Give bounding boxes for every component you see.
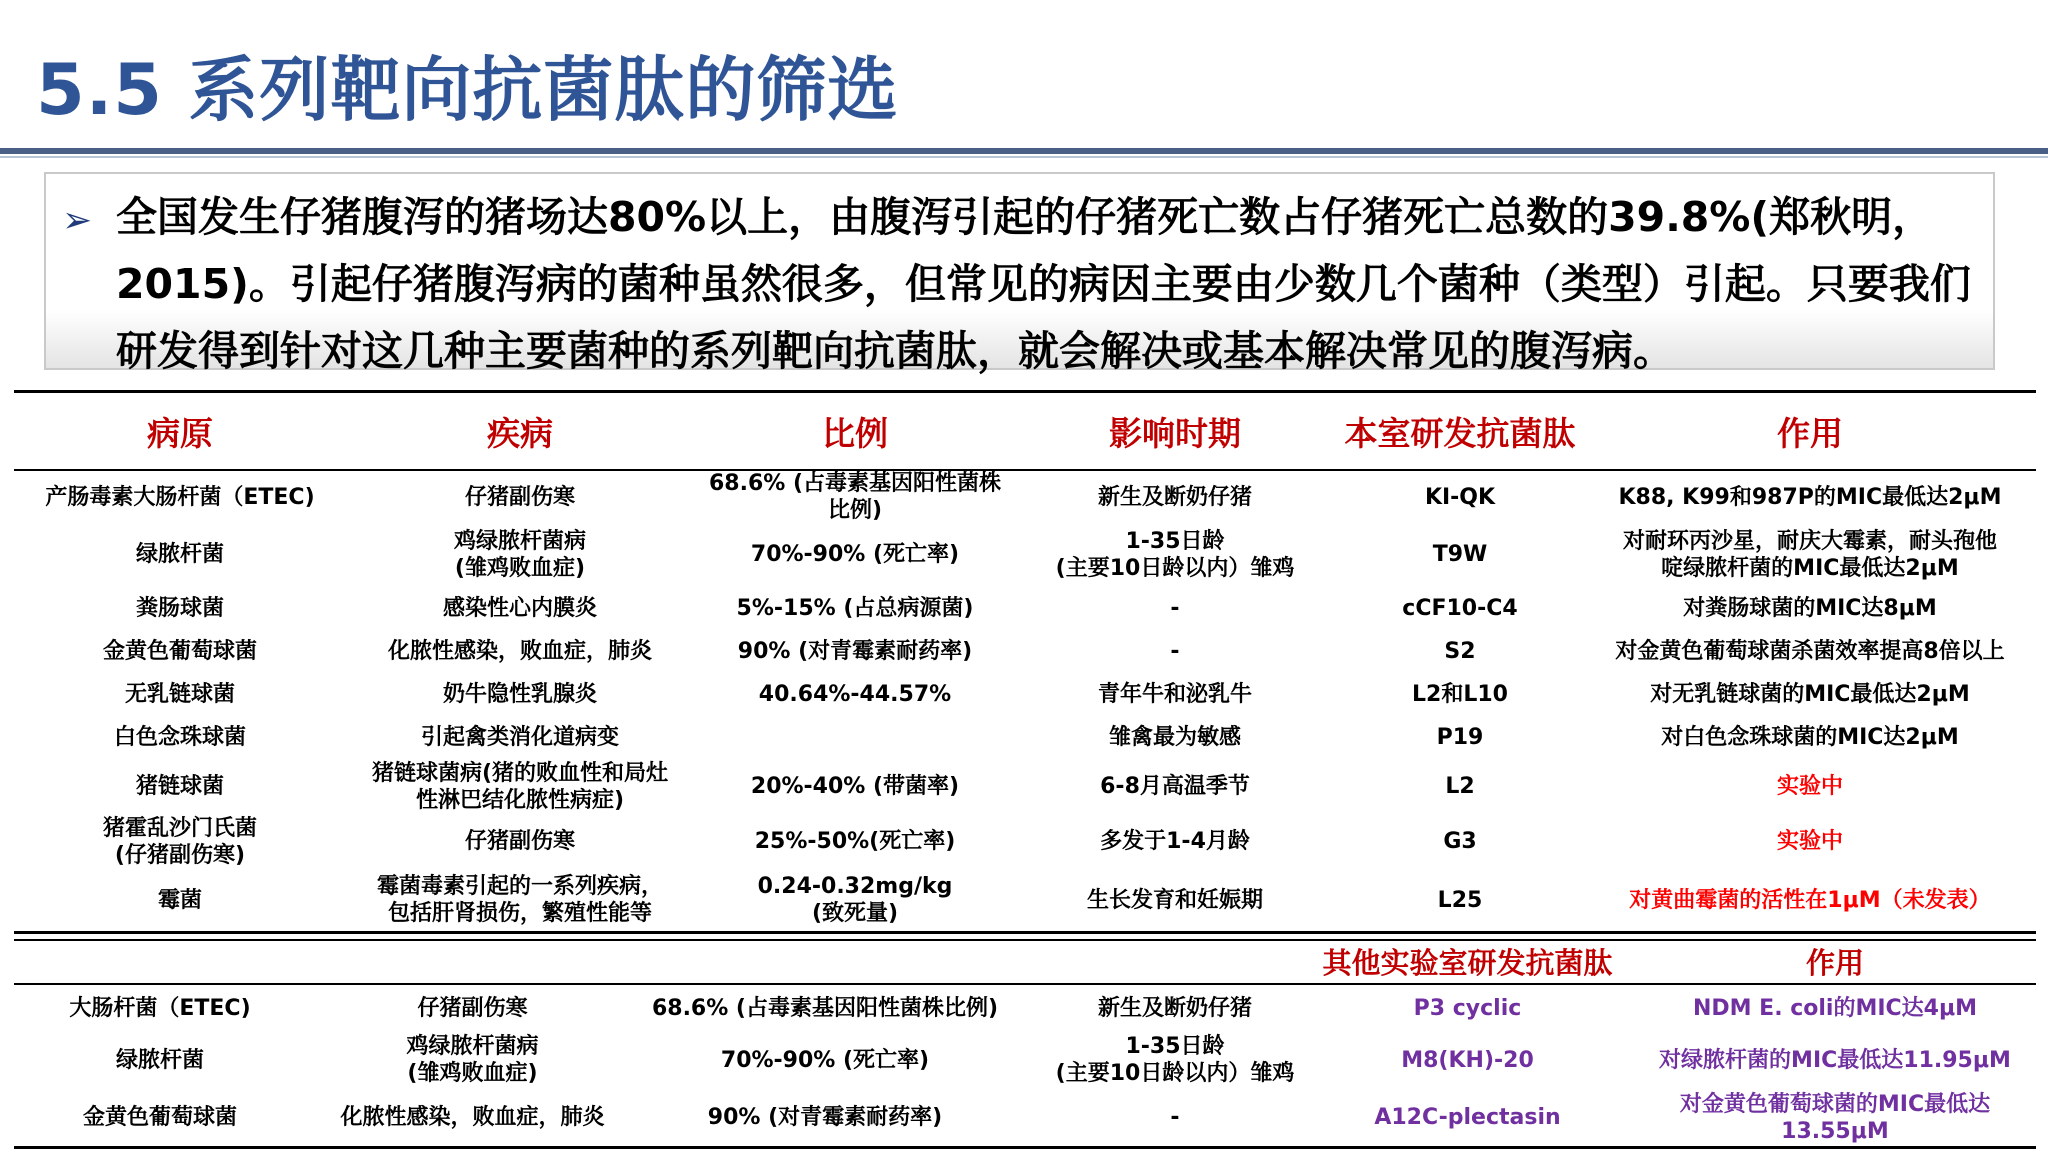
header-other-peptide: 其他实验室研发抗菌肽	[1322, 945, 1613, 980]
cell-ratio	[700, 716, 1010, 759]
cell-text: 68.6% (占毒素基因阳性菌株 比例)	[708, 471, 1002, 523]
cell-peptide: L2和L10	[1412, 682, 1508, 707]
cell-ratio: 70%-90% (死亡率)	[750, 542, 960, 567]
cell-effect: 对绿脓杆菌的MIC最低达11.95μM	[1659, 1047, 2011, 1073]
cell-text: 1-35日龄 (主要10日龄以内）雏鸡	[1055, 1034, 1295, 1086]
cell-period	[1005, 1030, 1345, 1090]
table1-top-rule	[14, 390, 2036, 393]
cell-text: 1-35日龄 (主要10日龄以内）雏鸡	[1055, 528, 1295, 581]
cell-period: 新生及断奶仔猪	[1097, 996, 1252, 1021]
intro-box	[44, 172, 1995, 375]
cell-ratio: 68.6% (占毒素基因阳性菌株比例)	[651, 996, 999, 1021]
cell-peptide: M8(KH)-20	[1401, 1047, 1534, 1073]
table2-top-rule	[14, 939, 2036, 941]
table-row	[0, 472, 2048, 522]
header-effect: 作用	[1777, 413, 1843, 453]
table-row	[0, 716, 2048, 759]
header-period: 影响时期	[1109, 413, 1241, 453]
table-row	[0, 673, 2048, 716]
cell-disease: 引起禽类消化道病变	[420, 725, 619, 750]
cell-peptide: T9W	[1432, 542, 1488, 567]
table-row	[0, 630, 2048, 673]
cell-text: 霉菌毒素引起的一系列疾病， 包括肝肾损伤，繁殖性能等	[376, 874, 663, 926]
cell-pathogen: 产肠毒素大肠杆菌（ETEC)	[45, 484, 315, 510]
header-effect: 作用	[1805, 945, 1864, 980]
cell-ratio: 70%-90% (死亡率)	[720, 1047, 930, 1073]
title-divider-thin	[0, 156, 2048, 158]
cell-text: 猪霍乱沙门氏菌 (仔猪副伤寒)	[102, 815, 257, 868]
cell-ratio	[700, 869, 1010, 931]
cell-peptide: L2	[1445, 774, 1475, 799]
cell-period: 新生及断奶仔猪	[1097, 484, 1252, 510]
cell-pathogen: 绿脓杆菌	[115, 1047, 204, 1073]
cell-effect: 对白色念珠球菌的MIC达2μM	[1661, 725, 1959, 750]
cell-effect: 对粪肠球菌的MIC达8μM	[1683, 596, 1937, 621]
header-peptide: 本室研发抗菌肽	[1344, 413, 1576, 453]
cell-pathogen: 无乳链球菌	[124, 682, 235, 707]
cell-disease: 感染性心内膜炎	[442, 596, 597, 621]
cell-disease: 仔猪副伤寒	[464, 829, 575, 854]
cell-text: 0.24-0.32mg/kg (致死量)	[757, 874, 953, 926]
title-divider	[0, 148, 2048, 154]
table1-bottom-rule	[14, 931, 2036, 934]
cell-peptide: P19	[1436, 725, 1484, 750]
cell-period: 多发于1-4月龄	[1100, 829, 1250, 854]
cell-disease: 仔猪副伤寒	[417, 996, 528, 1021]
cell-peptide: A12C-plectasin	[1374, 1105, 1561, 1130]
cell-pathogen: 粪肠球菌	[135, 596, 224, 621]
cell-text: 鸡绿脓杆菌病 (雏鸡败血症)	[453, 528, 586, 581]
cell-pathogen: 白色念珠球菌	[113, 725, 246, 750]
cell-disease: 仔猪副伤寒	[464, 484, 575, 510]
cell-peptide: P3 cyclic	[1413, 996, 1522, 1021]
table-row	[0, 814, 2048, 869]
intro-text: 全国发生仔猪腹泻的猪场达80%以上，由腹泻引起的仔猪死亡数占仔猪死亡总数的39.8%(郑秋明，2015)。引起仔猪腹泻病的菌种虽然很多，但常见的病因主要由少数几个菌种（类型）引起。只要我们研发得到针对这几种主要菌种的系列靶向抗菌肽，就会解决或基本解决常见的腹泻病。	[116, 193, 1971, 375]
cell-period: 雏禽最为敏感	[1108, 725, 1241, 750]
cell-pathogen: 金黄色葡萄球菌	[82, 1105, 237, 1130]
cell-pathogen: 金黄色葡萄球菌	[102, 639, 257, 664]
header-ratio: 比例	[822, 413, 888, 453]
cell-text: 猪链球菌病(猪的败血性和局灶 性淋巴结化脓性病症)	[371, 760, 669, 813]
table-row	[0, 1030, 2048, 1090]
cell-pathogen: 大肠杆菌（ETEC)	[69, 996, 251, 1021]
cell-ratio: 20%-40% (带菌率)	[750, 774, 960, 799]
cell-ratio: 90% (对青霉素耐药率)	[737, 639, 973, 664]
cell-peptide: cCF10-C4	[1402, 596, 1518, 621]
cell-effect	[1640, 1090, 2030, 1145]
table2-header-row	[0, 943, 2048, 983]
cell-pathogen: 猪链球菌	[135, 774, 224, 799]
cell-ratio: 5%-15% (占总病源菌)	[736, 596, 974, 621]
cell-peptide: L25	[1437, 887, 1483, 913]
table-row	[0, 587, 2048, 630]
cell-peptide: KI-QK	[1424, 484, 1496, 510]
cell-period	[1010, 522, 1340, 587]
table1-header-rule	[14, 469, 2036, 471]
cell-effect	[1580, 522, 2040, 587]
cell-effect: 对黄曲霉菌的活性在1μM（未发表）	[1629, 887, 1991, 913]
cell-peptide: G3	[1443, 829, 1477, 854]
table-row	[0, 522, 2048, 587]
cell-period: 6-8月高温季节	[1100, 774, 1250, 799]
cell-disease: 奶牛隐性乳腺炎	[442, 682, 597, 707]
cell-pathogen: 绿脓杆菌	[135, 542, 224, 567]
cell-text: 对金黄色葡萄球菌的MIC最低达 13.55μM	[1679, 1091, 1991, 1144]
header-pathogen: 病原	[147, 413, 213, 453]
table2-bottom-rule	[14, 1146, 2036, 1149]
cell-effect: 实验中	[1776, 774, 1843, 799]
table-row	[0, 1090, 2048, 1145]
page-title: 5.5 系列靶向抗菌肽的筛选	[36, 49, 899, 131]
table-row	[0, 759, 2048, 814]
cell-effect: NDM E. coli的MIC达4μM	[1692, 996, 1978, 1021]
cell-period: -	[1170, 639, 1180, 664]
cell-disease: 化脓性感染，败血症，肺炎	[387, 639, 652, 664]
cell-period: 生长发育和妊娠期	[1086, 887, 1263, 913]
cell-ratio: 25%-50%(死亡率)	[754, 829, 956, 854]
table1-header-row	[0, 398, 2048, 468]
cell-text: 鸡绿脓杆菌病 (雏鸡败血症)	[406, 1034, 539, 1086]
header-disease: 疾病	[487, 413, 553, 453]
arrow-bullet-icon: ➢	[62, 200, 93, 241]
table-row	[0, 987, 2048, 1030]
cell-disease	[300, 1030, 645, 1090]
cell-disease	[340, 869, 700, 931]
cell-period: -	[1170, 596, 1180, 621]
cell-disease	[340, 522, 700, 587]
cell-period: -	[1170, 1105, 1180, 1130]
cell-pathogen: 霉菌	[157, 887, 202, 913]
cell-effect: 对无乳链球菌的MIC最低达2μM	[1650, 682, 1970, 707]
cell-effect: K88, K99和987P的MIC最低达2μM	[1618, 484, 2002, 510]
cell-ratio: 90% (对青霉素耐药率)	[707, 1105, 943, 1130]
table2-header-rule	[14, 983, 2036, 985]
cell-text: 对耐环丙沙星，耐庆大霉素，耐头孢他 啶绿脓杆菌的MIC最低达2μM	[1622, 528, 1997, 581]
cell-ratio	[700, 472, 1010, 522]
cell-pathogen	[20, 814, 340, 869]
table-row	[0, 869, 2048, 931]
cell-ratio: 40.64%-44.57%	[758, 682, 952, 707]
cell-disease: 化脓性感染，败血症，肺炎	[340, 1105, 605, 1130]
cell-effect: 实验中	[1776, 829, 1843, 854]
cell-effect: 对金黄色葡萄球菌杀菌效率提高8倍以上	[1615, 639, 2005, 664]
cell-disease	[340, 759, 700, 814]
cell-period: 青年牛和泌乳牛	[1097, 682, 1252, 707]
cell-peptide: S2	[1444, 639, 1476, 664]
